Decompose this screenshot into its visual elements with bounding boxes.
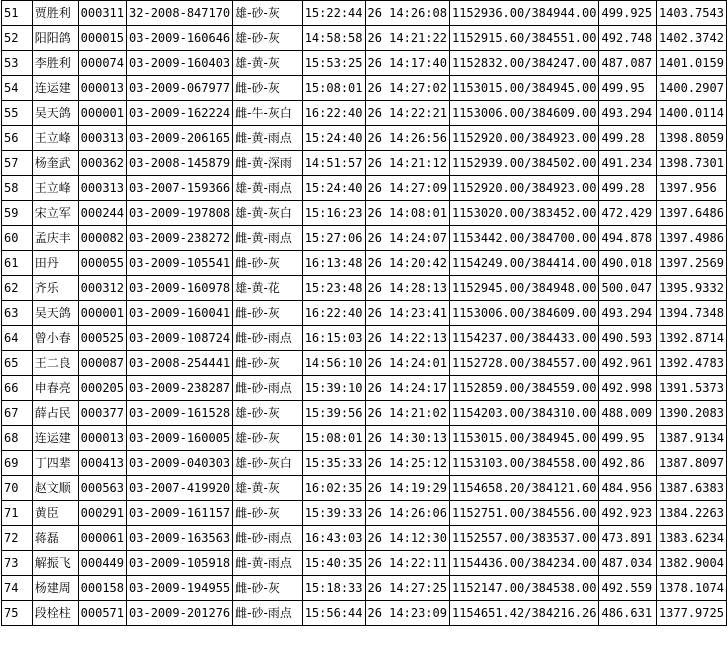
rank-cell: 54 (2, 76, 33, 101)
release-time-cell: 15:39:33 (302, 501, 365, 526)
arrival-time-cell: 26 14:24:17 (365, 376, 449, 401)
pigeon-description-cell: 雌-砂-雨点 (233, 601, 303, 626)
release-time-cell: 14:58:58 (302, 26, 365, 51)
member-id-cell: 000311 (78, 1, 126, 26)
member-id-cell: 000362 (78, 151, 126, 176)
owner-name-cell: 王立峰 (32, 176, 78, 201)
table-row (2, 426, 727, 451)
speed-cell: 1398.7301 (656, 151, 726, 176)
distance-cell: 492.86 (599, 451, 656, 476)
release-time-cell: 15:35:33 (302, 451, 365, 476)
arrival-time-cell: 26 14:17:40 (365, 51, 449, 76)
coordinates-cell: 1152751.00/384556.00 (449, 501, 599, 526)
speed-cell: 1378.1074 (656, 576, 726, 601)
rank-cell: 60 (2, 226, 33, 251)
distance-cell: 499.95 (599, 76, 656, 101)
pigeon-description-cell: 雌-砂-雨点 (233, 326, 303, 351)
owner-name-cell: 杨建周 (32, 576, 78, 601)
member-id-cell: 000313 (78, 176, 126, 201)
arrival-time-cell: 26 14:24:01 (365, 351, 449, 376)
coordinates-cell: 1153006.00/384609.00 (449, 301, 599, 326)
owner-name-cell: 曾小春 (32, 326, 78, 351)
rank-cell: 65 (2, 351, 33, 376)
release-time-cell: 15:23:48 (302, 276, 365, 301)
pigeon-description-cell: 雄-砂-灰白 (233, 451, 303, 476)
arrival-time-cell: 26 14:22:11 (365, 551, 449, 576)
arrival-time-cell: 26 14:27:09 (365, 176, 449, 201)
ring-number-cell: 03-2008-145879 (127, 151, 233, 176)
speed-cell: 1377.9725 (656, 601, 726, 626)
table-row (2, 276, 727, 301)
arrival-time-cell: 26 14:30:13 (365, 426, 449, 451)
pigeon-description-cell: 雄-黄-花 (233, 276, 303, 301)
release-time-cell: 15:39:10 (302, 376, 365, 401)
release-time-cell: 14:56:10 (302, 351, 365, 376)
ring-number-cell: 03-2009-105541 (127, 251, 233, 276)
arrival-time-cell: 26 14:19:29 (365, 476, 449, 501)
arrival-time-cell: 26 14:27:25 (365, 576, 449, 601)
pigeon-description-cell: 雌-黄-雨点 (233, 551, 303, 576)
arrival-time-cell: 26 14:21:12 (365, 151, 449, 176)
coordinates-cell: 1152939.00/384502.00 (449, 151, 599, 176)
owner-name-cell: 孟庆丰 (32, 226, 78, 251)
release-time-cell: 16:22:40 (302, 301, 365, 326)
results-table (1, 0, 727, 626)
owner-name-cell: 吴天鸽 (32, 301, 78, 326)
distance-cell: 491.234 (599, 151, 656, 176)
rank-cell: 61 (2, 251, 33, 276)
speed-cell: 1394.7348 (656, 301, 726, 326)
ring-number-cell: 03-2009-105918 (127, 551, 233, 576)
table-row (2, 301, 727, 326)
coordinates-cell: 1154658.20/384121.60 (449, 476, 599, 501)
member-id-cell: 000312 (78, 276, 126, 301)
speed-cell: 1387.8097 (656, 451, 726, 476)
ring-number-cell: 03-2009-206165 (127, 126, 233, 151)
table-row (2, 351, 727, 376)
results-table-body (2, 1, 727, 626)
distance-cell: 499.28 (599, 176, 656, 201)
arrival-time-cell: 26 14:24:07 (365, 226, 449, 251)
distance-cell: 490.593 (599, 326, 656, 351)
distance-cell: 499.28 (599, 126, 656, 151)
table-row (2, 76, 727, 101)
release-time-cell: 16:15:03 (302, 326, 365, 351)
distance-cell: 486.631 (599, 601, 656, 626)
owner-name-cell: 赵文顺 (32, 476, 78, 501)
ring-number-cell: 03-2009-161157 (127, 501, 233, 526)
speed-cell: 1387.6383 (656, 476, 726, 501)
coordinates-cell: 1152728.00/384557.00 (449, 351, 599, 376)
member-id-cell: 000082 (78, 226, 126, 251)
coordinates-cell: 1152832.00/384247.00 (449, 51, 599, 76)
owner-name-cell: 吴天鸽 (32, 101, 78, 126)
owner-name-cell: 丁四辈 (32, 451, 78, 476)
rank-cell: 75 (2, 601, 33, 626)
rank-cell: 74 (2, 576, 33, 601)
speed-cell: 1382.9004 (656, 551, 726, 576)
release-time-cell: 15:56:44 (302, 601, 365, 626)
owner-name-cell: 解振飞 (32, 551, 78, 576)
table-row (2, 476, 727, 501)
release-time-cell: 15:40:35 (302, 551, 365, 576)
speed-cell: 1387.9134 (656, 426, 726, 451)
rank-cell: 55 (2, 101, 33, 126)
coordinates-cell: 1153015.00/384945.00 (449, 76, 599, 101)
coordinates-cell: 1152915.60/384551.00 (449, 26, 599, 51)
table-row (2, 576, 727, 601)
arrival-time-cell: 26 14:21:22 (365, 26, 449, 51)
ring-number-cell: 03-2009-067977 (127, 76, 233, 101)
pigeon-description-cell: 雌-砂-灰 (233, 251, 303, 276)
table-row (2, 551, 727, 576)
coordinates-cell: 1152936.00/384944.00 (449, 1, 599, 26)
owner-name-cell: 黄臣 (32, 501, 78, 526)
ring-number-cell: 03-2009-162224 (127, 101, 233, 126)
coordinates-cell: 1153020.00/383452.00 (449, 201, 599, 226)
member-id-cell: 000449 (78, 551, 126, 576)
pigeon-description-cell: 雌-黄-雨点 (233, 126, 303, 151)
table-row (2, 201, 727, 226)
table-row (2, 376, 727, 401)
member-id-cell: 000377 (78, 401, 126, 426)
pigeon-description-cell: 雌-砂-灰 (233, 576, 303, 601)
distance-cell: 484.956 (599, 476, 656, 501)
arrival-time-cell: 26 14:26:08 (365, 1, 449, 26)
table-row (2, 51, 727, 76)
arrival-time-cell: 26 14:22:13 (365, 326, 449, 351)
ring-number-cell: 03-2009-160978 (127, 276, 233, 301)
distance-cell: 492.998 (599, 376, 656, 401)
owner-name-cell: 田丹 (32, 251, 78, 276)
table-row (2, 601, 727, 626)
table-row (2, 126, 727, 151)
speed-cell: 1392.8714 (656, 326, 726, 351)
release-time-cell: 15:53:25 (302, 51, 365, 76)
coordinates-cell: 1153015.00/384945.00 (449, 426, 599, 451)
member-id-cell: 000013 (78, 76, 126, 101)
speed-cell: 1398.8059 (656, 126, 726, 151)
rank-cell: 70 (2, 476, 33, 501)
arrival-time-cell: 26 14:26:06 (365, 501, 449, 526)
member-id-cell: 000055 (78, 251, 126, 276)
distance-cell: 472.429 (599, 201, 656, 226)
pigeon-description-cell: 雌-牛-灰白 (233, 101, 303, 126)
coordinates-cell: 1152945.00/384948.00 (449, 276, 599, 301)
speed-cell: 1400.2907 (656, 76, 726, 101)
distance-cell: 492.748 (599, 26, 656, 51)
owner-name-cell: 申春亮 (32, 376, 78, 401)
table-row (2, 176, 727, 201)
ring-number-cell: 03-2009-201276 (127, 601, 233, 626)
ring-number-cell: 03-2009-197808 (127, 201, 233, 226)
distance-cell: 473.891 (599, 526, 656, 551)
owner-name-cell: 蒋磊 (32, 526, 78, 551)
table-row (2, 1, 727, 26)
distance-cell: 493.294 (599, 301, 656, 326)
release-time-cell: 15:22:44 (302, 1, 365, 26)
ring-number-cell: 32-2008-847170 (127, 1, 233, 26)
coordinates-cell: 1154203.00/384310.00 (449, 401, 599, 426)
rank-cell: 57 (2, 151, 33, 176)
owner-name-cell: 阳阳鸽 (32, 26, 78, 51)
speed-cell: 1391.5373 (656, 376, 726, 401)
rank-cell: 72 (2, 526, 33, 551)
owner-name-cell: 李胜利 (32, 51, 78, 76)
pigeon-description-cell: 雄-砂-灰 (233, 401, 303, 426)
member-id-cell: 000001 (78, 101, 126, 126)
member-id-cell: 000015 (78, 26, 126, 51)
rank-cell: 63 (2, 301, 33, 326)
distance-cell: 494.878 (599, 226, 656, 251)
rank-cell: 71 (2, 501, 33, 526)
release-time-cell: 15:24:40 (302, 126, 365, 151)
ring-number-cell: 03-2007-419920 (127, 476, 233, 501)
speed-cell: 1401.0159 (656, 51, 726, 76)
speed-cell: 1400.0114 (656, 101, 726, 126)
coordinates-cell: 1154249.00/384414.00 (449, 251, 599, 276)
distance-cell: 499.925 (599, 1, 656, 26)
speed-cell: 1402.3742 (656, 26, 726, 51)
release-time-cell: 16:22:40 (302, 101, 365, 126)
member-id-cell: 000205 (78, 376, 126, 401)
speed-cell: 1384.2263 (656, 501, 726, 526)
pigeon-description-cell: 雄-砂-灰 (233, 26, 303, 51)
table-row (2, 451, 727, 476)
distance-cell: 490.018 (599, 251, 656, 276)
release-time-cell: 15:08:01 (302, 76, 365, 101)
ring-number-cell: 03-2009-238272 (127, 226, 233, 251)
speed-cell: 1397.4986 (656, 226, 726, 251)
owner-name-cell: 段栓柱 (32, 601, 78, 626)
table-row (2, 326, 727, 351)
ring-number-cell: 03-2009-194955 (127, 576, 233, 601)
pigeon-description-cell: 雄-砂-灰 (233, 1, 303, 26)
pigeon-description-cell: 雌-砂-雨点 (233, 376, 303, 401)
distance-cell: 488.009 (599, 401, 656, 426)
release-time-cell: 14:51:57 (302, 151, 365, 176)
table-row (2, 401, 727, 426)
owner-name-cell: 王二良 (32, 351, 78, 376)
pigeon-description-cell: 雄-黄-雨点 (233, 176, 303, 201)
member-id-cell: 000158 (78, 576, 126, 601)
arrival-time-cell: 26 14:12:30 (365, 526, 449, 551)
speed-cell: 1397.6486 (656, 201, 726, 226)
owner-name-cell: 连运建 (32, 426, 78, 451)
coordinates-cell: 1152920.00/384923.00 (449, 176, 599, 201)
pigeon-description-cell: 雌-砂-灰 (233, 501, 303, 526)
rank-cell: 51 (2, 1, 33, 26)
rank-cell: 66 (2, 376, 33, 401)
member-id-cell: 000087 (78, 351, 126, 376)
arrival-time-cell: 26 14:27:02 (365, 76, 449, 101)
rank-cell: 68 (2, 426, 33, 451)
speed-cell: 1395.9332 (656, 276, 726, 301)
member-id-cell: 000525 (78, 326, 126, 351)
rank-cell: 62 (2, 276, 33, 301)
release-time-cell: 15:39:56 (302, 401, 365, 426)
rank-cell: 59 (2, 201, 33, 226)
release-time-cell: 15:18:33 (302, 576, 365, 601)
owner-name-cell: 贾胜利 (32, 1, 78, 26)
rank-cell: 53 (2, 51, 33, 76)
speed-cell: 1383.6234 (656, 526, 726, 551)
arrival-time-cell: 26 14:21:02 (365, 401, 449, 426)
member-id-cell: 000291 (78, 501, 126, 526)
ring-number-cell: 03-2009-238287 (127, 376, 233, 401)
arrival-time-cell: 26 14:08:01 (365, 201, 449, 226)
speed-cell: 1397.956 (656, 176, 726, 201)
distance-cell: 492.961 (599, 351, 656, 376)
distance-cell: 492.923 (599, 501, 656, 526)
pigeon-description-cell: 雌-砂-灰 (233, 76, 303, 101)
rank-cell: 69 (2, 451, 33, 476)
release-time-cell: 15:08:01 (302, 426, 365, 451)
arrival-time-cell: 26 14:23:09 (365, 601, 449, 626)
member-id-cell: 000413 (78, 451, 126, 476)
distance-cell: 493.294 (599, 101, 656, 126)
table-row (2, 501, 727, 526)
pigeon-description-cell: 雌-砂-灰 (233, 301, 303, 326)
pigeon-description-cell: 雌-黄-深雨 (233, 151, 303, 176)
ring-number-cell: 03-2008-254441 (127, 351, 233, 376)
ring-number-cell: 03-2009-160005 (127, 426, 233, 451)
distance-cell: 492.559 (599, 576, 656, 601)
arrival-time-cell: 26 14:23:41 (365, 301, 449, 326)
rank-cell: 52 (2, 26, 33, 51)
speed-cell: 1390.2083 (656, 401, 726, 426)
release-time-cell: 16:13:48 (302, 251, 365, 276)
owner-name-cell: 齐乐 (32, 276, 78, 301)
member-id-cell: 000001 (78, 301, 126, 326)
ring-number-cell: 03-2009-163563 (127, 526, 233, 551)
owner-name-cell: 连运建 (32, 76, 78, 101)
member-id-cell: 000563 (78, 476, 126, 501)
coordinates-cell: 1153103.00/384558.00 (449, 451, 599, 476)
ring-number-cell: 03-2009-040303 (127, 451, 233, 476)
coordinates-cell: 1153442.00/384700.00 (449, 226, 599, 251)
member-id-cell: 000074 (78, 51, 126, 76)
pigeon-description-cell: 雌-黄-雨点 (233, 226, 303, 251)
member-id-cell: 000571 (78, 601, 126, 626)
rank-cell: 64 (2, 326, 33, 351)
rank-cell: 56 (2, 126, 33, 151)
table-row (2, 526, 727, 551)
coordinates-cell: 1152859.00/384559.00 (449, 376, 599, 401)
pigeon-description-cell: 雄-黄-灰 (233, 51, 303, 76)
speed-cell: 1403.7543 (656, 1, 726, 26)
owner-name-cell: 宋立军 (32, 201, 78, 226)
release-time-cell: 15:27:06 (302, 226, 365, 251)
distance-cell: 487.034 (599, 551, 656, 576)
arrival-time-cell: 26 14:26:56 (365, 126, 449, 151)
owner-name-cell: 杨奎武 (32, 151, 78, 176)
owner-name-cell: 王立峰 (32, 126, 78, 151)
coordinates-cell: 1154651.42/384216.26 (449, 601, 599, 626)
member-id-cell: 000244 (78, 201, 126, 226)
speed-cell: 1397.2569 (656, 251, 726, 276)
ring-number-cell: 03-2007-159366 (127, 176, 233, 201)
owner-name-cell: 薛占民 (32, 401, 78, 426)
arrival-time-cell: 26 14:25:12 (365, 451, 449, 476)
release-time-cell: 15:16:23 (302, 201, 365, 226)
speed-cell: 1392.4783 (656, 351, 726, 376)
release-time-cell: 16:43:03 (302, 526, 365, 551)
pigeon-description-cell: 雄-黄-灰 (233, 476, 303, 501)
coordinates-cell: 1152920.00/384923.00 (449, 126, 599, 151)
table-row (2, 101, 727, 126)
ring-number-cell: 03-2009-160041 (127, 301, 233, 326)
ring-number-cell: 03-2009-161528 (127, 401, 233, 426)
ring-number-cell: 03-2009-160403 (127, 51, 233, 76)
ring-number-cell: 03-2009-160646 (127, 26, 233, 51)
pigeon-description-cell: 雌-砂-灰 (233, 351, 303, 376)
release-time-cell: 15:24:40 (302, 176, 365, 201)
rank-cell: 73 (2, 551, 33, 576)
coordinates-cell: 1152147.00/384538.00 (449, 576, 599, 601)
distance-cell: 500.047 (599, 276, 656, 301)
table-row (2, 226, 727, 251)
ring-number-cell: 03-2009-108724 (127, 326, 233, 351)
rank-cell: 58 (2, 176, 33, 201)
rank-cell: 67 (2, 401, 33, 426)
member-id-cell: 000313 (78, 126, 126, 151)
table-row (2, 251, 727, 276)
coordinates-cell: 1153006.00/384609.00 (449, 101, 599, 126)
distance-cell: 487.087 (599, 51, 656, 76)
pigeon-description-cell: 雌-砂-雨点 (233, 526, 303, 551)
arrival-time-cell: 26 14:28:13 (365, 276, 449, 301)
arrival-time-cell: 26 14:22:21 (365, 101, 449, 126)
coordinates-cell: 1152557.00/383537.00 (449, 526, 599, 551)
coordinates-cell: 1154436.00/384234.00 (449, 551, 599, 576)
table-row (2, 151, 727, 176)
member-id-cell: 000013 (78, 426, 126, 451)
pigeon-description-cell: 雄-砂-灰 (233, 426, 303, 451)
member-id-cell: 000061 (78, 526, 126, 551)
pigeon-description-cell: 雄-黄-灰白 (233, 201, 303, 226)
release-time-cell: 16:02:35 (302, 476, 365, 501)
table-row (2, 26, 727, 51)
distance-cell: 499.95 (599, 426, 656, 451)
arrival-time-cell: 26 14:20:42 (365, 251, 449, 276)
coordinates-cell: 1154237.00/384433.00 (449, 326, 599, 351)
